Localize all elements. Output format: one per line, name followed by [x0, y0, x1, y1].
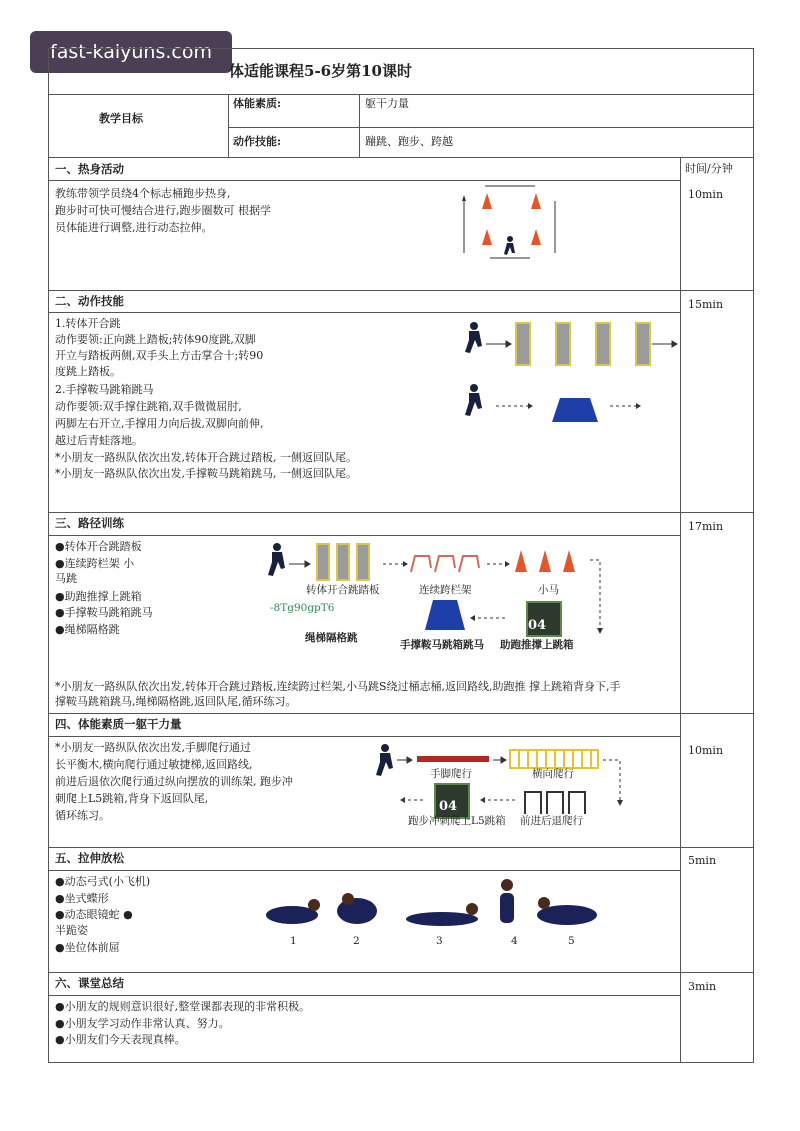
jump-board	[596, 323, 610, 365]
section-circuit-time: 17min	[688, 520, 724, 533]
warmup-text-line: 教练带领学员绕4个标志桶跑步热身,	[55, 187, 231, 200]
section-summary-time: 3min	[688, 980, 717, 993]
skills-diagram	[460, 318, 680, 428]
cone-icon	[539, 550, 551, 572]
circuit-caption-board: 转体开合跳踏板	[306, 584, 380, 596]
circuit-code-text: -8Tg90gpT6	[270, 602, 335, 614]
circuit-bullet: ●转体开合跳踏板	[55, 540, 142, 553]
cone-icon	[482, 229, 492, 245]
warmup-text-line: 跑步时可快可慢结合进行,跑步圈数可 根据学	[55, 204, 271, 217]
section-stretch-title: 五、拉伸放松	[55, 851, 124, 865]
summary-bullet: ●小朋友学习动作非常认真、努力。	[55, 1017, 230, 1030]
stretch-bullet: ●动态眼镜蛇 ●	[55, 908, 133, 921]
core-text-line: 循环练习。	[55, 809, 110, 822]
core-text-line: 刺爬上L5跳箱,背身下返回队尾,	[55, 792, 209, 805]
hurdle-icon	[411, 556, 479, 572]
jump-board	[636, 323, 650, 365]
jump-board	[317, 544, 329, 580]
stretch-pose	[406, 912, 478, 926]
runner-icon	[465, 384, 482, 416]
cone-icon	[531, 193, 541, 209]
section-core-time: 10min	[688, 744, 724, 757]
core-text-line: *小朋友一路纵队依次出发,手脚爬行通过	[55, 741, 251, 754]
circuit-bullet: ●手撑鞍马跳箱跳马	[55, 606, 153, 619]
skills-text-line: 动作要领:正向跳上踏板;转体90度跳,双脚	[55, 333, 256, 346]
jump-box-number: 04	[439, 799, 458, 814]
stretch-pose	[500, 893, 514, 923]
pose-number: 4	[511, 935, 518, 947]
pose-number: 2	[353, 935, 360, 947]
jump-board	[337, 544, 349, 580]
skills-text-line: *小朋友一路纵队依次出发,转体开合跳过踏板, 一侧返回队尾。	[55, 451, 357, 464]
circuit-bullet: ●绳梯隔格跳	[55, 623, 120, 636]
objective-value-fitness: 躯干力量	[365, 97, 409, 110]
cone-icon	[482, 193, 492, 209]
cone-icon	[515, 550, 527, 572]
circuit-caption-pony: 小马	[538, 584, 559, 596]
skills-text-line: *小朋友一路纵队依次出发,手撑鞍马跳箱跳马, 一侧返回队尾。	[55, 467, 357, 480]
training-frame	[525, 792, 585, 814]
objective-key-fitness: 体能素质:	[233, 97, 282, 110]
circuit-caption-ladder: 绳梯隔格跳	[305, 632, 358, 644]
section-stretch-time: 5min	[688, 854, 717, 867]
section-core-title: 四、体能素质一躯干力量	[55, 717, 182, 731]
stretch-bullet: ●坐式蝶形	[55, 892, 109, 905]
core-caption-crawl: 手脚爬行	[430, 768, 472, 780]
jump-board	[357, 544, 369, 580]
pose-number: 3	[436, 935, 443, 947]
warmup-text-line: 员体能进行调整,进行动态拉伸。	[55, 221, 213, 234]
core-caption-back: 前进后退爬行	[520, 815, 583, 827]
objective-value-skill: 蹦跳、跑步、跨越	[365, 135, 453, 148]
warmup-cones-diagram	[460, 183, 560, 265]
summary-bullet: ●小朋友们今天表现真棒。	[55, 1033, 186, 1046]
watermark-banner: fast-kaiyuns.com	[30, 31, 232, 73]
section-summary-title: 六、课堂总结	[55, 976, 124, 990]
jump-board	[516, 323, 530, 365]
section-skills-time: 15min	[688, 298, 724, 311]
section-skills-title: 二、动作技能	[55, 294, 124, 308]
skills-text-line: 越过后青蛙落地。	[55, 434, 143, 447]
objectives-label: 教学目标	[99, 112, 143, 125]
jump-board	[556, 323, 570, 365]
objective-key-skill: 动作技能:	[233, 135, 282, 148]
section-circuit-title: 三、路径训练	[55, 516, 124, 530]
cone-icon	[531, 229, 541, 245]
circuit-note-line: *小朋友一路纵队依次出发,转体开合跳过踏板,连续跨过栏架,小马跳S绕过桶志桶,返回路线,助跑推 撑上跳箱背身下,手	[55, 680, 621, 693]
jump-box-number: 04	[528, 618, 547, 633]
circuit-caption-hurdle: 连续跨栏架	[419, 584, 472, 596]
runner-icon	[376, 744, 393, 776]
skills-text-line: 动作要领:双手撑住跳箱,双手微微屈肘,	[55, 400, 242, 413]
core-caption-side: 横向爬行	[532, 768, 574, 780]
summary-bullet: ●小朋友的规则意识很好,整堂课都表现的非常积极。	[55, 1000, 311, 1013]
page-title: 体适能课程5-6岁第10课时	[229, 62, 412, 80]
core-caption-sprint: 跑步冲刺爬上L5跳箱	[408, 815, 506, 827]
skills-text-line: 1.转体开合跳	[55, 317, 121, 330]
cone-icon	[563, 550, 575, 572]
core-text-line: 长平衡木,横向爬行通过敏捷梯,返回路线,	[55, 758, 253, 771]
section-warmup-title: 一、热身活动	[55, 162, 124, 176]
section-warmup-time: 10min	[688, 188, 724, 201]
circuit-bullet: ●连续跨栏架 小	[55, 557, 135, 570]
runner-icon	[504, 236, 515, 255]
vault-box	[552, 398, 598, 422]
circuit-bullet: 马跳	[55, 572, 77, 585]
skills-text-line: 开立与踏板两侧,双手头上方击掌合十;转90	[55, 349, 264, 362]
runner-icon	[465, 322, 482, 353]
core-text-line: 前进后退依次爬行通过纵向摆放的训练架, 跑步冲	[55, 775, 293, 788]
circuit-bullet: ●助跑推撑上跳箱	[55, 590, 142, 603]
balance-beam	[417, 756, 489, 762]
skills-text-line: 两脚左右开立,手撑用力向后拔,双脚向前伸,	[55, 417, 264, 430]
vault-box	[425, 600, 465, 630]
skills-text-line: 2.手撑鞍马跳箱跳马	[55, 383, 154, 396]
stretch-bullet: ●动态弓式(小飞机)	[55, 875, 151, 888]
skills-text-line: 度跳上踏板。	[55, 365, 121, 378]
pose-number: 1	[290, 935, 297, 947]
circuit-caption-push: 助跑推撑上跳箱	[500, 639, 574, 651]
stretch-poses-illustration	[262, 875, 607, 935]
circuit-caption-vault: 手撑鞍马跳箱跳马	[400, 639, 484, 651]
circuit-note-line: 撑鞍马跳箱跳马,绳梯隔格跳,返回队尾,循环练习。	[55, 695, 297, 708]
runner-icon	[268, 543, 285, 576]
stretch-bullet: ●坐位体前屈	[55, 941, 120, 954]
pose-number: 5	[568, 935, 575, 947]
time-column-header: 时间/分钟	[685, 162, 733, 175]
stretch-bullet: 半跪姿	[55, 924, 88, 937]
